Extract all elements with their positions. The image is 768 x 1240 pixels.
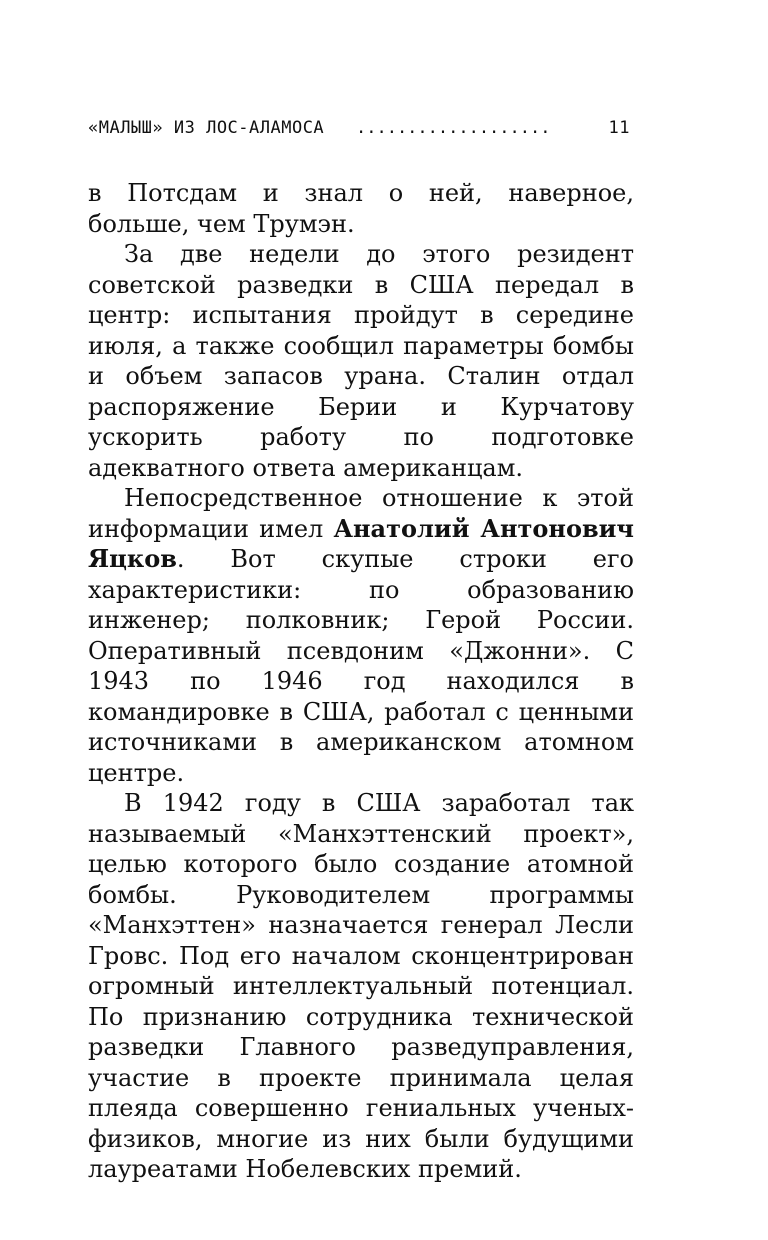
body-text: [88, 178, 634, 1185]
paragraph-3: [88, 483, 634, 788]
paragraph-1: в Потсдам и знал о ней, наверное, больше, чем Трумэн.: [88, 179, 634, 238]
page-number: 11: [608, 118, 630, 138]
paragraph-3-after: . Вот скупые строки его характеристики: по образованию инженер; полковник; Герой России. Оперативный псевдоним «Джонни». С 1943 по 1946 год находился в командировке в США, работал с ценными источниками в американском атомном центре.: [88, 545, 634, 787]
paragraph-4: В 1942 году в США заработал так называемый «Манхэттенский проект», целью которого было создание атомной бомбы. Руководителем программы «Манхэттен» назначается генерал Лесли Гровс. Под его началом сконцентрирован огромный интеллектуальный потенциал. По признанию сотрудника технической разведки Главного разведуправления, участие в проекте принимала целая плеяда совершенно гениальных ученых-физиков, многие из них были будущими лауреатами Нобелевских премий.: [88, 789, 634, 1183]
dot-leader: ...................: [356, 118, 551, 138]
running-head-title: «МАЛЫШ» ИЗ ЛОС-АЛАМОСА: [88, 118, 325, 138]
person-name: Анатолий Антонович Яцков: [88, 513, 634, 573]
running-head: [88, 108, 634, 148]
book-page: [88, 108, 634, 1185]
paragraph-2: За две недели до этого резидент советской разведки в США передал в центр: испытания пройдут в середине июля, а также сообщил параметры бомбы и объем запасов урана. Сталин отдал распоряжение Берии и Курчатову ускорить работу по подготовке адекватного ответа американцам.: [88, 240, 634, 482]
paragraph-3-before: Непосредственное отношение к этой информации имел: [88, 484, 634, 543]
